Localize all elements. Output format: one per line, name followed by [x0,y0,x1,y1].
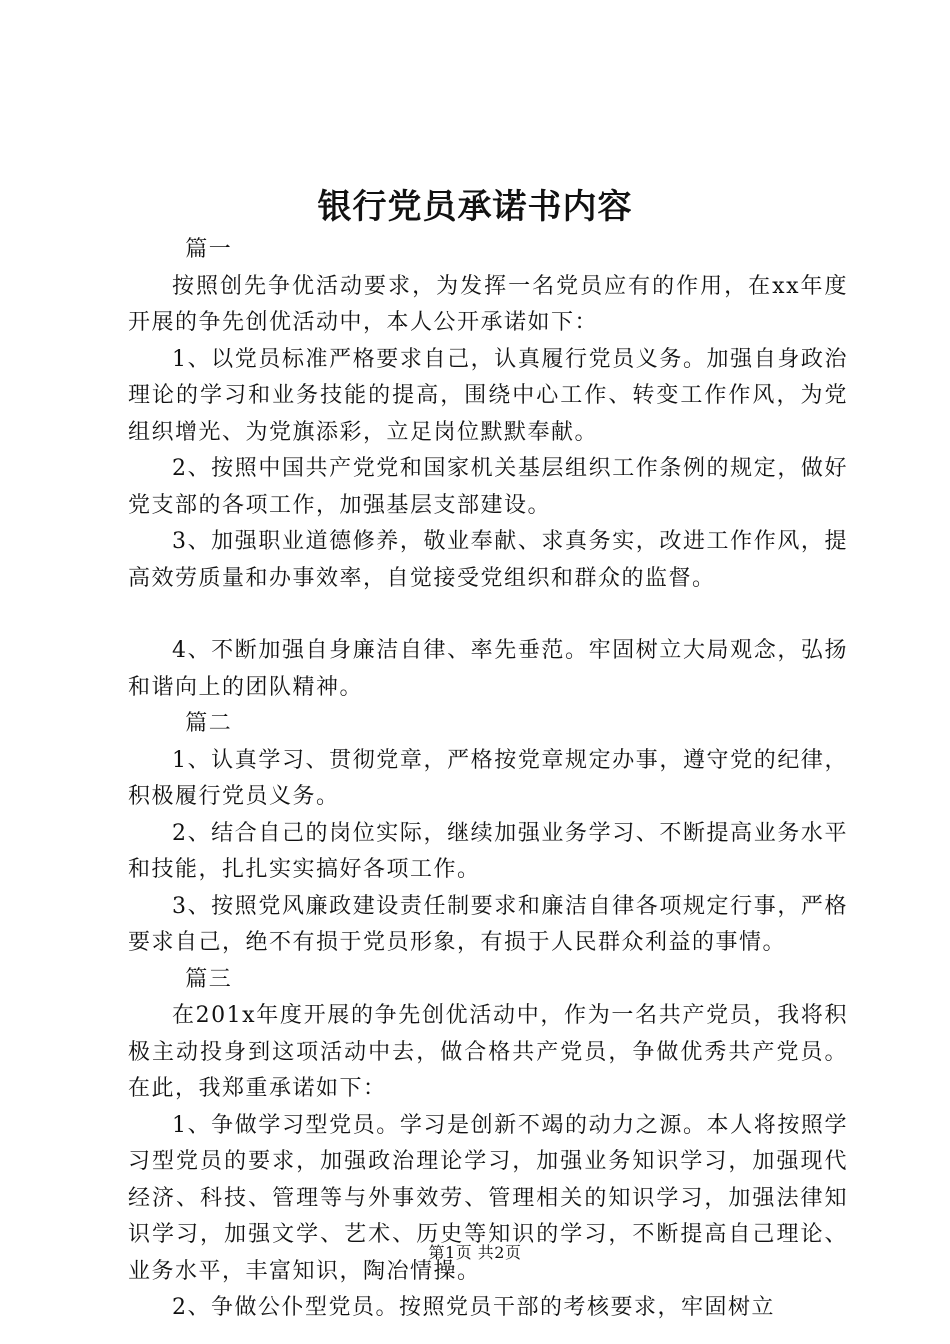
page-footer: 第1页 共2页 [428,1243,522,1262]
paragraph: 1、争做学习型党员。学习是创新不竭的动力之源。本人将按照学习型党员的要求，加强政治理论学习，加强业务知识学习，加强现代经济、科技、管理等与外事效劳、管理相关的知识学习，加强法律知识学习，加强文学、艺术、历史等知识的学习，不断提高自己理论、业务水平，丰富知识，陶冶情操。 [128,1112,848,1284]
paragraph: 2、按照中国共产党党和国家机关基层组织工作条例的规定，做好党支部的各项工作，加强基层支部建设。 [128,456,848,518]
paragraph: 按照创先争优活动要求，为发挥一名党员应有的作用，在xx年度开展的争先创优活动中，本人公开承诺如下： [128,273,848,335]
section-heading: 篇二 [185,711,233,736]
section-heading: 篇三 [185,966,233,992]
paragraph: 在201x年度开展的争先创优活动中，作为一名共产党员，我将积极主动投身到这项活动中去，做合格共产党员，争做优秀共产党员。在此，我郑重承诺如下： [128,1003,848,1101]
paragraph: 1、以党员标准严格要求自己，认真履行党员义务。加强自身政治理论的学习和业务技能的提高，围绕中心工作、转变工作作风，为党组织增光、为党旗添彩，立足岗位默默奉献。 [128,346,848,445]
paragraph: 3、按照党风廉政建设责任制要求和廉洁自律各项规定行事，严格要求自己，绝不有损于党员形象，有损于人民群众利益的事情。 [128,893,848,955]
document-title: 银行党员承诺书内容 [317,187,633,227]
section-heading: 篇一 [185,237,233,262]
paragraph: 4、不断加强自身廉洁自律、率先垂范。牢固树立大局观念，弘扬和谐向上的团队精神。 [128,638,848,700]
paragraph: 2、争做公仆型党员。按照党员干部的考核要求，牢固树立 [172,1295,775,1320]
paragraph: 1、认真学习、贯彻党章，严格按党章规定办事，遵守党的纪律，积极履行党员义务。 [128,747,848,809]
paragraph: 2、结合自己的岗位实际，继续加强业务学习、不断提高业务水平和技能，扎扎实实搞好各项工作。 [128,820,848,882]
document-body [128,232,848,1327]
paragraph: 3、加强职业道德修养，敬业奉献、求真务实，改进工作作风，提高效劳质量和办事效率，自觉接受党组织和群众的监督。 [128,529,848,591]
